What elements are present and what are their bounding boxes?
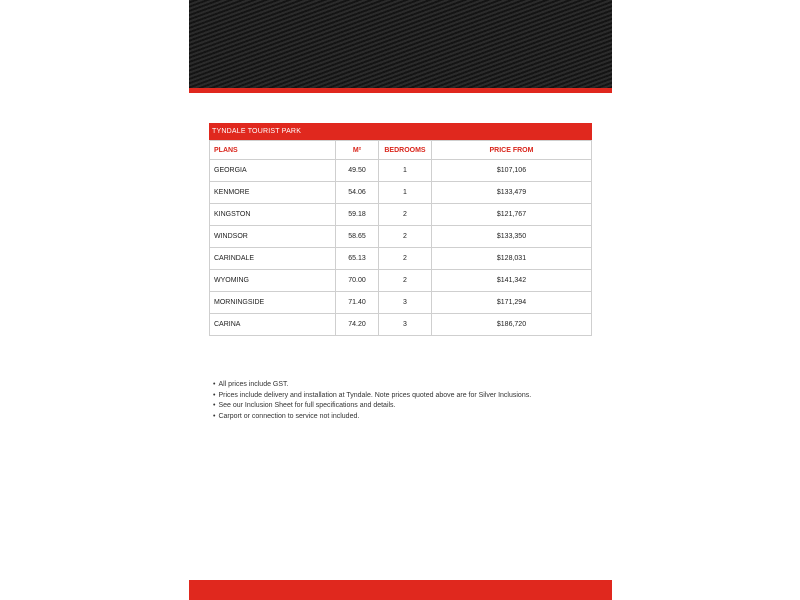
- table-row: [210, 160, 592, 182]
- cell-plan: WYOMING: [210, 270, 336, 292]
- brochure-page: [189, 0, 612, 600]
- pricing-table-panel: [209, 123, 592, 336]
- cell-price: $141,342: [432, 270, 592, 292]
- cell-plan: CARINDALE: [210, 248, 336, 270]
- cell-plan: KENMORE: [210, 182, 336, 204]
- table-row: [210, 292, 592, 314]
- table-row: [210, 314, 592, 336]
- table-row: [210, 204, 592, 226]
- cell-price: $186,720: [432, 314, 592, 336]
- table-row: [210, 248, 592, 270]
- table-header-row: [210, 141, 592, 160]
- cell-bedrooms: 3: [379, 292, 432, 314]
- cell-plan: MORNINGSIDE: [210, 292, 336, 314]
- cell-plan: WINDSOR: [210, 226, 336, 248]
- cell-price: $133,479: [432, 182, 592, 204]
- header-plans: PLANS: [210, 141, 336, 160]
- header-price-from: PRICE FROM: [432, 141, 592, 160]
- cell-m2: 59.18: [336, 204, 379, 226]
- cell-plan: GEORGIA: [210, 160, 336, 182]
- cell-bedrooms: 3: [379, 314, 432, 336]
- cell-m2: 54.06: [336, 182, 379, 204]
- cell-price: $128,031: [432, 248, 592, 270]
- table-row: [210, 270, 592, 292]
- cell-bedrooms: 2: [379, 226, 432, 248]
- header-bedrooms: BEDROOMS: [379, 141, 432, 160]
- cell-plan: KINGSTON: [210, 204, 336, 226]
- header-m2: M²: [336, 141, 379, 160]
- pricing-table: [209, 140, 592, 336]
- note-item: • See our Inclusion Sheet for full specifications and details.: [213, 401, 603, 412]
- cell-price: $133,350: [432, 226, 592, 248]
- cell-price: $121,767: [432, 204, 592, 226]
- cell-m2: 65.13: [336, 248, 379, 270]
- cell-m2: 49.50: [336, 160, 379, 182]
- cell-plan: CARINA: [210, 314, 336, 336]
- cell-price: $171,294: [432, 292, 592, 314]
- cell-m2: 71.40: [336, 292, 379, 314]
- notes-list: [213, 380, 603, 422]
- table-title: TYNDALE TOURIST PARK: [209, 123, 592, 140]
- header-red-stripe: [189, 88, 612, 93]
- table-row: [210, 182, 592, 204]
- cell-bedrooms: 1: [379, 160, 432, 182]
- cell-bedrooms: 1: [379, 182, 432, 204]
- cell-m2: 70.00: [336, 270, 379, 292]
- cell-price: $107,106: [432, 160, 592, 182]
- note-item: • Carport or connection to service not included.: [213, 412, 603, 423]
- cell-bedrooms: 2: [379, 270, 432, 292]
- note-item: • All prices include GST.: [213, 380, 603, 391]
- cell-bedrooms: 2: [379, 204, 432, 226]
- footer-red-stripe: [189, 580, 612, 600]
- cell-m2: 58.65: [336, 226, 379, 248]
- cell-bedrooms: 2: [379, 248, 432, 270]
- table-row: [210, 226, 592, 248]
- header-pattern-band: [189, 0, 612, 88]
- note-item: • Prices include delivery and installation at Tyndale. Note prices quoted above are for Silver Inclusions.: [213, 391, 603, 402]
- cell-m2: 74.20: [336, 314, 379, 336]
